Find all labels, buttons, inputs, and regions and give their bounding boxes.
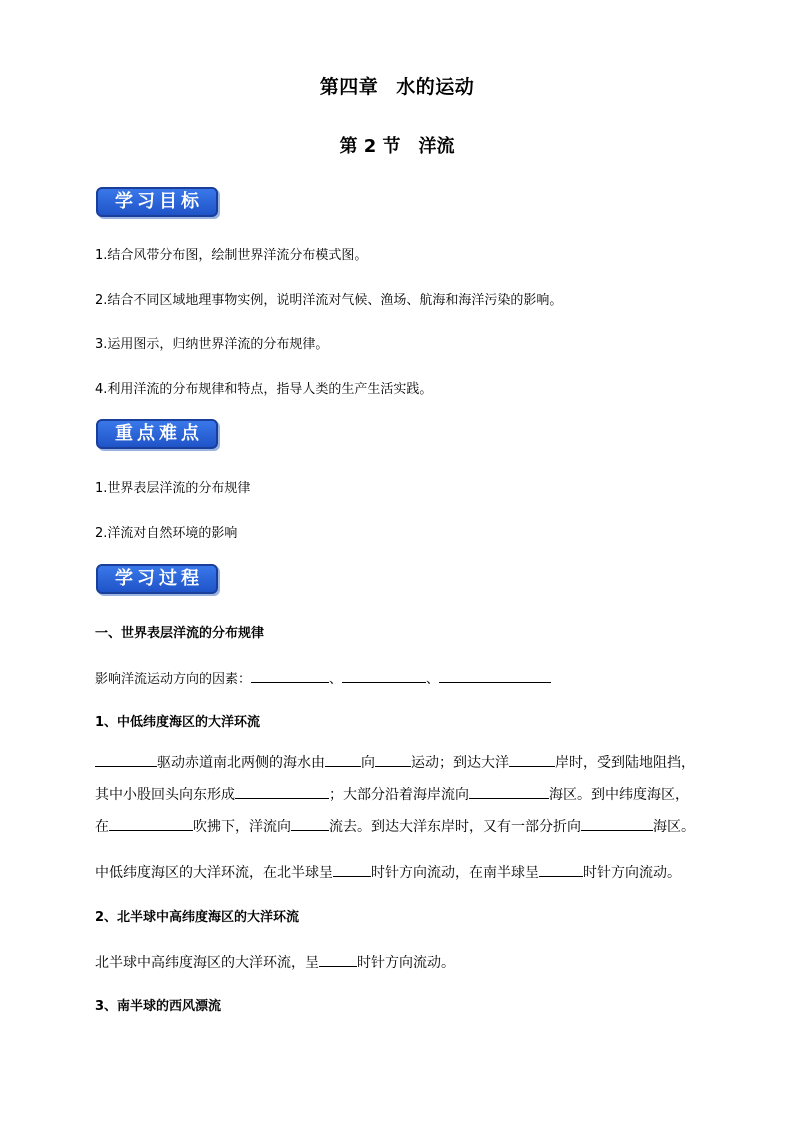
paragraph-text: 北半球中高纬度海区的大洋环流，呈 — [95, 955, 319, 971]
answer-blank[interactable] — [325, 751, 361, 767]
answer-blank[interactable] — [581, 815, 653, 831]
section-number: 第 2 节 — [339, 136, 401, 157]
answer-blank[interactable] — [109, 815, 193, 831]
answer-blank[interactable] — [95, 751, 157, 767]
paragraph-text: 向 — [361, 755, 375, 771]
factors-label: 影响洋流运动方向的因素： — [95, 672, 252, 687]
paragraph-line — [95, 779, 710, 811]
paragraph-high-latitude — [95, 951, 455, 972]
answer-blank[interactable] — [333, 861, 371, 877]
section-heading: 一、世界表层洋流的分布规律 — [95, 626, 265, 641]
objective-item: 3.运用图示，归纳世界洋流的分布规律。 — [95, 337, 329, 352]
paragraph-text: 中低纬度海区的大洋环流，在北半球呈 — [95, 865, 333, 881]
answer-blank[interactable] — [439, 667, 551, 683]
objective-item: 2.结合不同区域地理事物实例，说明洋流对气候、渔场、航海和海洋污染的影响。 — [95, 293, 563, 308]
objective-item: 1.结合风带分布图，绘制世界洋流分布模式图。 — [95, 248, 368, 263]
chapter-name: 水的运动 — [396, 76, 475, 98]
key-point-item: 2.洋流对自然环境的影响 — [95, 526, 238, 541]
key-point-item: 1.世界表层洋流的分布规律 — [95, 481, 251, 496]
paragraph-hemispheres — [95, 861, 681, 882]
subheading: 3、南半球的西风漂流 — [95, 999, 222, 1014]
answer-blank[interactable] — [251, 667, 329, 683]
paragraph-line — [95, 811, 710, 843]
separator: 、 — [329, 672, 343, 687]
paragraph-text: 流去。到达大洋东岸时，又有一部分折向 — [329, 819, 581, 835]
process-badge: 学习过程 — [96, 564, 218, 594]
paragraph-text: 时针方向流动。 — [357, 955, 455, 971]
paragraph-text: 时针方向流动，在南半球呈 — [371, 865, 539, 881]
answer-blank[interactable] — [319, 951, 357, 967]
paragraph-text: 在 — [95, 819, 109, 835]
chapter-number: 第四章 — [319, 76, 379, 98]
key-points-badge: 重点难点 — [96, 419, 218, 449]
paragraph-text: 时针方向流动。 — [583, 865, 681, 881]
answer-blank[interactable] — [235, 783, 329, 799]
paragraph-text: 驱动赤道南北两侧的海水由 — [157, 755, 325, 771]
objectives-badge: 学习目标 — [96, 187, 218, 217]
answer-blank[interactable] — [509, 751, 555, 767]
chapter-title — [0, 72, 794, 99]
paragraph-text: 吹拂下，洋流向 — [193, 819, 291, 835]
section-title — [0, 132, 794, 158]
paragraph-text: 运动；到达大洋 — [411, 755, 509, 771]
paragraph-text: 其中小股回头向东形成 — [95, 787, 235, 803]
answer-blank[interactable] — [469, 783, 549, 799]
paragraph-line — [95, 747, 710, 779]
answer-blank[interactable] — [342, 667, 426, 683]
answer-blank[interactable] — [375, 751, 411, 767]
paragraph-text: 岸时，受到陆地阻挡， — [555, 755, 695, 771]
answer-blank[interactable] — [539, 861, 583, 877]
separator: 、 — [426, 672, 440, 687]
paragraph-low-latitude — [95, 747, 710, 843]
subheading: 2、北半球中高纬度海区的大洋环流 — [95, 910, 300, 925]
paragraph-text: ；大部分沿着海岸流向 — [329, 787, 469, 803]
factors-line — [95, 667, 551, 687]
section-name: 洋流 — [418, 136, 455, 157]
objective-item: 4.利用洋流的分布规律和特点，指导人类的生产生活实践。 — [95, 382, 433, 397]
answer-blank[interactable] — [291, 815, 329, 831]
paragraph-text: 海区。到中纬度海区， — [549, 787, 689, 803]
paragraph-text: 海区。 — [653, 819, 695, 835]
subheading: 1、中低纬度海区的大洋环流 — [95, 715, 261, 730]
